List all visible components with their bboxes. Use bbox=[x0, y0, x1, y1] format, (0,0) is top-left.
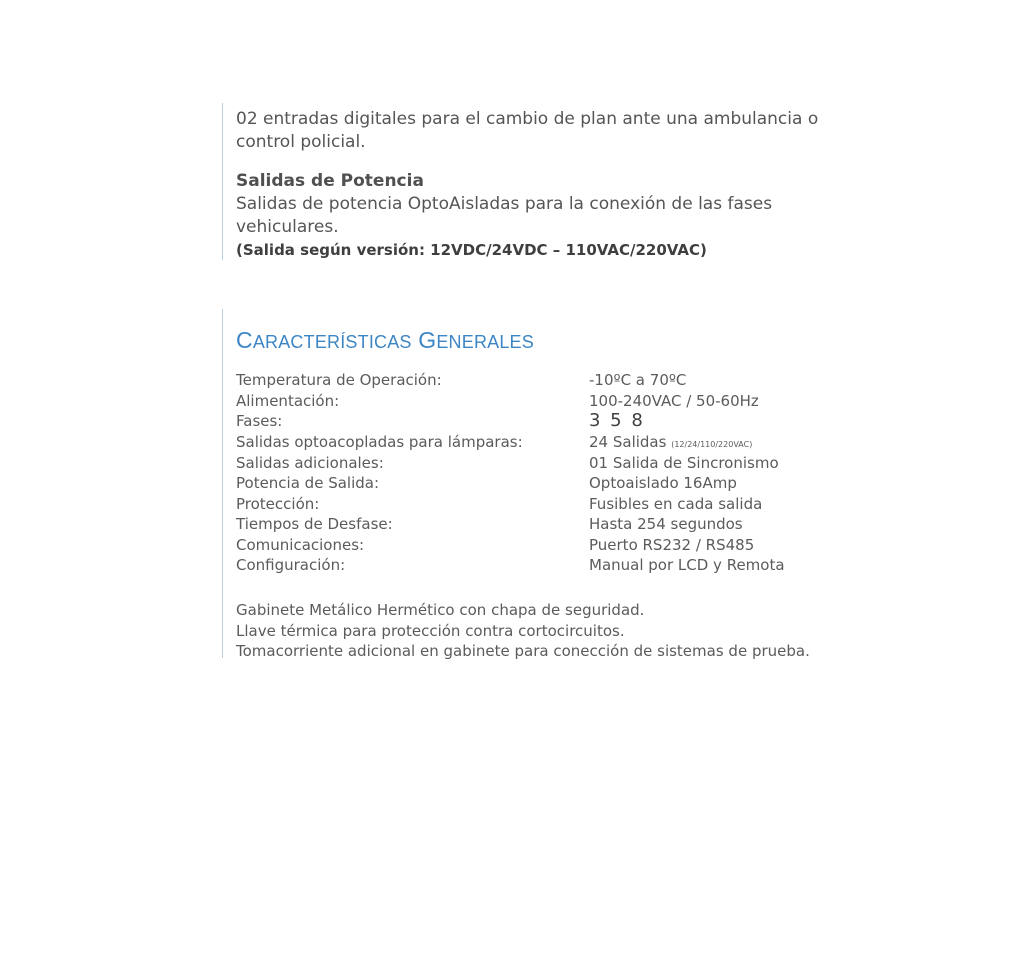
spec-value: Hasta 254 segundos bbox=[589, 515, 743, 533]
spec-row bbox=[236, 494, 816, 515]
spec-label: Configuración: bbox=[236, 556, 346, 574]
spec-label: Temperatura de Operación: bbox=[236, 371, 442, 389]
heading-initial: C bbox=[236, 327, 253, 353]
spec-row bbox=[236, 453, 816, 474]
note-line: Llave térmica para protección contra cortocircuitos. bbox=[236, 621, 625, 640]
note-line: Gabinete Metálico Hermético con chapa de seguridad. bbox=[236, 601, 645, 619]
spec-row bbox=[236, 473, 816, 494]
note-line: Tomacorriente adicional en gabinete para conección de sistemas de prueba. bbox=[236, 642, 810, 660]
power-outputs-title: Salidas de Potencia bbox=[236, 171, 424, 191]
spec-value: Manual por LCD y Remota bbox=[589, 556, 785, 574]
description-line: Salidas de potencia OptoAisladas para la conexión de las fases bbox=[236, 194, 773, 214]
spec-row bbox=[236, 535, 816, 556]
spec-value: Puerto RS232 / RS485 bbox=[589, 535, 755, 554]
power-outputs-description bbox=[236, 193, 826, 239]
spec-row bbox=[236, 555, 816, 576]
spec-row bbox=[236, 391, 816, 412]
heading-initial: G bbox=[418, 327, 437, 353]
spec-label: Tiempos de Desfase: bbox=[236, 515, 393, 533]
general-characteristics-heading bbox=[236, 325, 534, 357]
left-accent-rule bbox=[222, 103, 223, 260]
version-note: (Salida según versión: 12VDC/24VDC – 110VAC/220VAC) bbox=[236, 241, 707, 259]
spec-label: Salidas optoacopladas para lámparas: bbox=[236, 433, 523, 451]
intro-paragraph bbox=[236, 108, 856, 154]
spec-label: Potencia de Salida: bbox=[236, 474, 380, 492]
spec-label: Alimentación: bbox=[236, 391, 340, 410]
spec-label: Salidas adicionales: bbox=[236, 453, 384, 472]
spec-value: 3 5 8 bbox=[589, 410, 645, 431]
spec-label: Protección: bbox=[236, 494, 320, 513]
spec-row bbox=[236, 514, 816, 535]
spec-value: Optoaislado 16Amp bbox=[589, 474, 737, 492]
heading-word: ARACTERÍSTICAS bbox=[252, 332, 412, 352]
features-notes bbox=[236, 600, 856, 662]
spec-value: Fusibles en cada salida bbox=[589, 494, 763, 513]
spec-row bbox=[236, 432, 816, 453]
spec-value: -10ºC a 70ºC bbox=[589, 371, 687, 389]
intro-line: 02 entradas digitales para el cambio de plan ante una ambulancia o bbox=[236, 109, 819, 129]
intro-line: control policial. bbox=[236, 132, 366, 152]
description-line: vehiculares. bbox=[236, 217, 339, 237]
spec-value: 01 Salida de Sincronismo bbox=[589, 453, 779, 472]
spec-value-note: (12/24/110/220VAC) bbox=[671, 440, 753, 449]
spec-row bbox=[236, 411, 816, 432]
heading-word: ENERALES bbox=[436, 332, 534, 352]
spec-table bbox=[236, 370, 816, 576]
left-accent-rule bbox=[222, 309, 223, 658]
spec-row bbox=[236, 370, 816, 391]
spec-value-main: 24 Salidas bbox=[589, 433, 667, 451]
spec-label: Comunicaciones: bbox=[236, 535, 365, 554]
spec-value: 100-240VAC / 50-60Hz bbox=[589, 391, 759, 410]
spec-label: Fases: bbox=[236, 412, 283, 430]
